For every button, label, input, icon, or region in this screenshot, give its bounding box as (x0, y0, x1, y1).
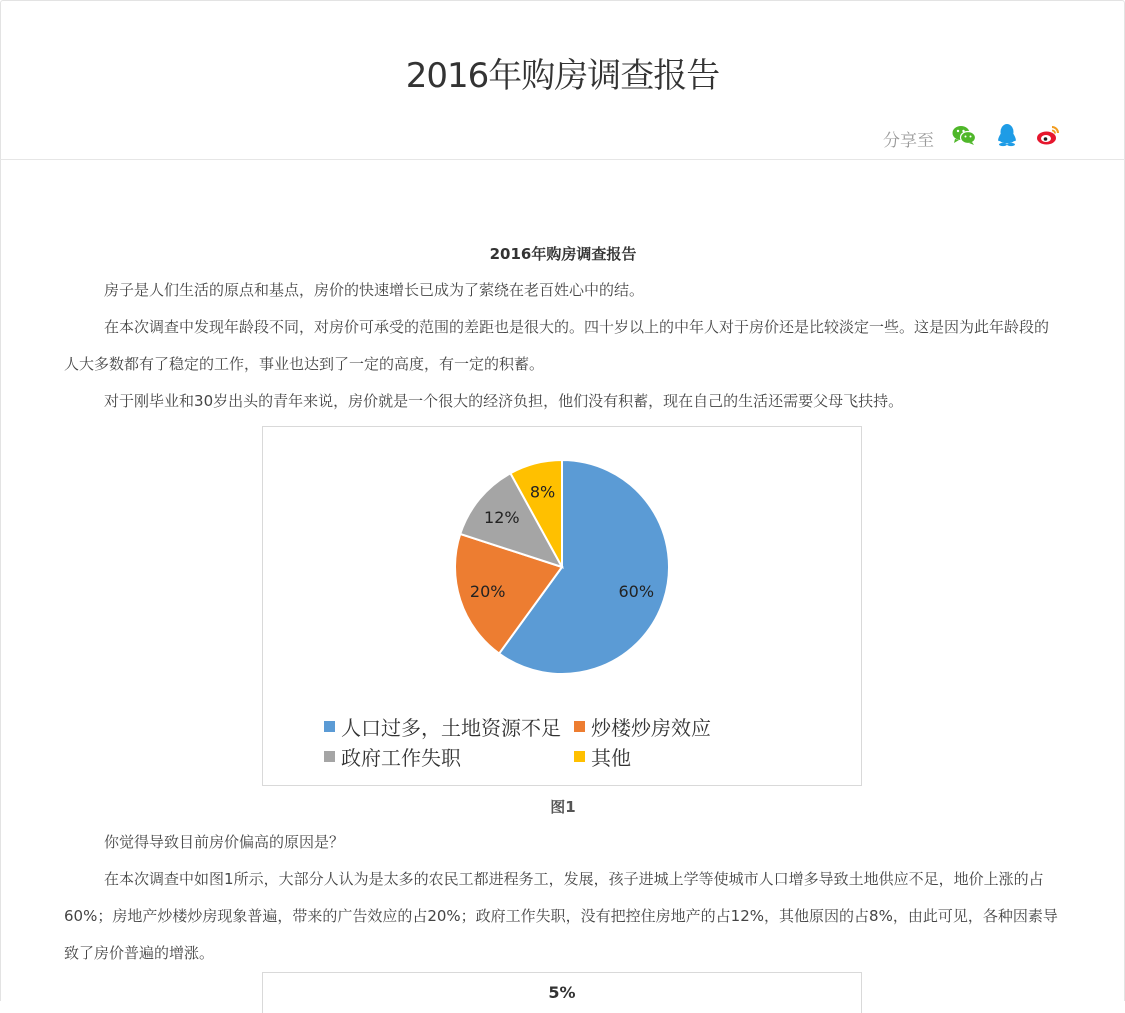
article-title: 2016年购房调查报告 (489, 245, 637, 263)
legend-label-1: 人口过多，土地资源不足 (341, 716, 561, 740)
paragraph-analysis: 在本次调查中如图1所示，大部分人认为是太多的农民工都进程务工，发展，孩子进城上学等使城市人口增多导致土地供应不足，地价上涨的占60%；房地产炒楼炒房现象普遍，带来的广告效应的占20%；政府工作失职，没有把控住房地产的占12%，其他原因的占8%，由此可见，各种因素导致了房价普遍的增涨。 (64, 870, 1058, 962)
legend-label-3: 政府工作失职 (341, 746, 461, 770)
share-label: 分享至 (883, 131, 934, 151)
figure1-chart (262, 426, 862, 786)
legend-swatch-1 (324, 721, 335, 732)
figure2-chart (262, 972, 862, 1013)
article-body (64, 230, 1062, 1013)
wechat-icon[interactable] (951, 122, 977, 148)
pie-label-2: 20% (469, 582, 506, 602)
legend-label-4: 其他 (591, 746, 631, 770)
page-title: 2016年购房调查报告 (405, 56, 720, 96)
paragraph-age-difference: 在本次调查中发现年龄段不同，对房价可承受的范围的差距也是很大的。四十岁以上的中年人对于房价还是比较淡定一些。这是因为此年龄段的人大多数都有了稳定的工作，事业也达到了一定的高度，有一定的积蓄。 (64, 318, 1050, 373)
legend-label-2: 炒楼炒房效应 (591, 716, 711, 740)
legend-swatch-2 (574, 721, 585, 732)
paragraph-question: 你觉得导致目前房价偏高的原因是？ (104, 833, 345, 851)
pie-chart (263, 427, 861, 717)
pie-label-1: 60% (618, 582, 655, 602)
weibo-icon[interactable] (1035, 122, 1061, 148)
qq-icon[interactable] (994, 122, 1020, 148)
legend-swatch-3 (324, 751, 335, 762)
paragraph-intro: 房子是人们生活的原点和基点，房价的快速增长已成为了萦绕在老百姓心中的结。 (104, 281, 645, 299)
pie-label-4: 8% (529, 482, 556, 502)
legend-swatch-4 (574, 751, 585, 762)
pie-label-3: 12% (484, 508, 520, 528)
page-header (0, 0, 1125, 160)
figure1-caption: 图1 (550, 798, 576, 816)
paragraph-young-people: 对于刚毕业和30岁出头的青年来说，房价就是一个很大的经济负担，他们没有积蓄，现在自己的生活还需要父母飞扶持。 (104, 392, 904, 410)
figure2-visible-label: 5% (548, 983, 576, 1002)
